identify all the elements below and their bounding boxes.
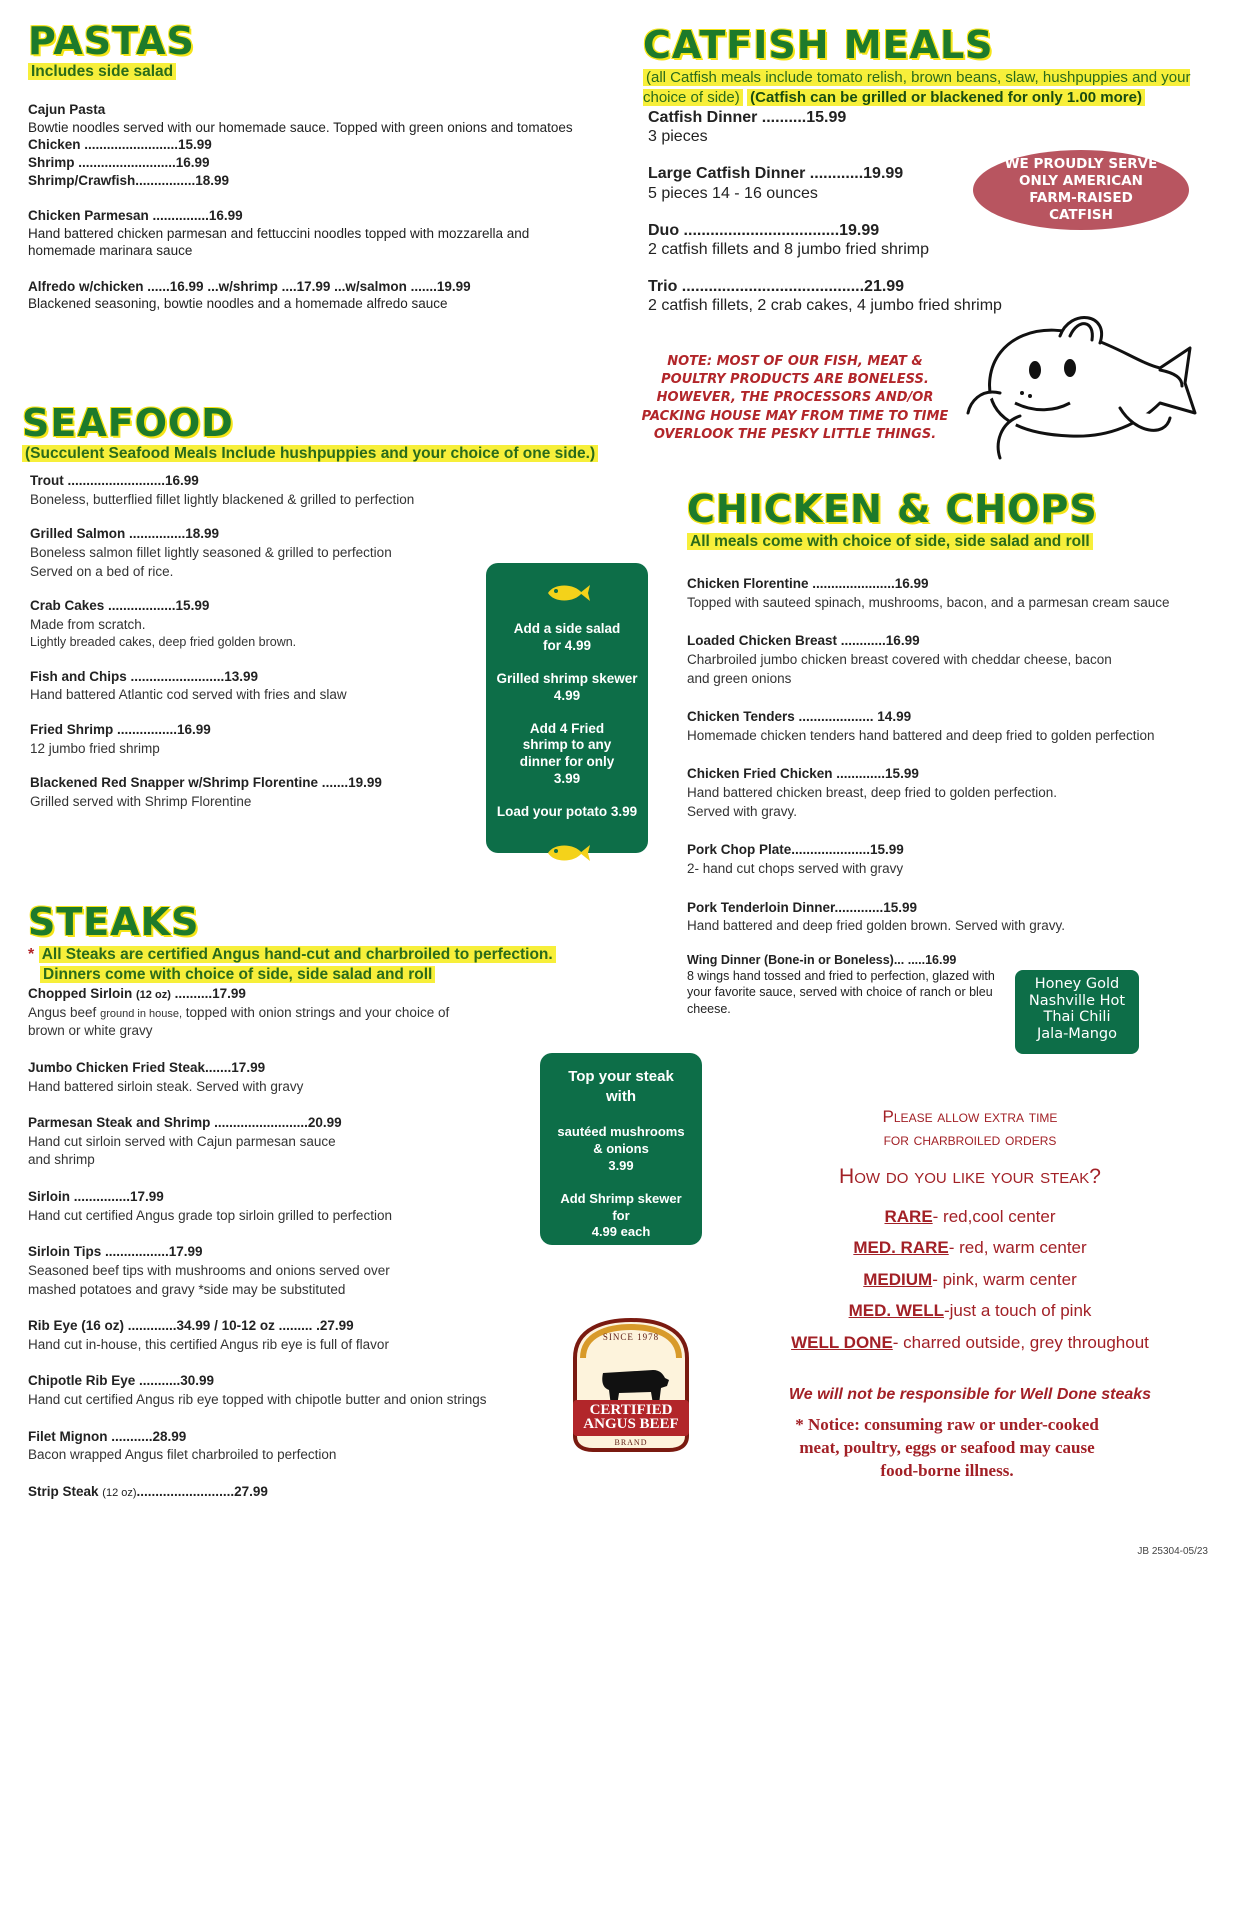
menu-item: Catfish Dinner ..........15.99 3 pieces [648, 109, 847, 146]
item-description: Bowtie noodles served with our homemade sauce. Topped with green onions and tomatoes [28, 119, 573, 135]
logo-brand: BRAND [614, 1438, 648, 1447]
doneness-well-done: WELL DONE- charred outside, grey throughout [791, 1332, 1149, 1352]
menu-item: Chicken Fried Chicken .............15.99 Hand battered chicken breast, deep fried to golden perfection. Served with gravy. [687, 766, 1057, 819]
sauce-option: Nashville Hot [1028, 992, 1126, 1009]
menu-item: Parmesan Steak and Shrimp .........................20.99 Hand cut sirloin served with Cajun parmesan sauce and shrimp [28, 1115, 342, 1168]
steaks-title: STEAKS [28, 900, 200, 944]
pastas-title: PASTAS [28, 19, 195, 63]
menu-item: Chicken Florentine ......................16.99 Topped with sauteed spinach, mushrooms, bacon, and a parmesan cream sauce [687, 576, 1170, 610]
topper-shrimp-price: 4.99 each [591, 1224, 651, 1240]
steak-topper-box [540, 1053, 702, 1245]
topper-title: Top your steak with [568, 1068, 674, 1105]
charbroil-notice: Please allow extra time for charbroiled orders [882, 1107, 1058, 1149]
certified-angus-beef-logo [565, 1318, 697, 1453]
doneness-medium: MEDIUM- pink, warm center [863, 1269, 1077, 1289]
food-illness-notice: * Notice: consuming raw or under-cooked meat, poultry, eggs or seafood may cause food-borne illness. [795, 1415, 1099, 1480]
menu-item: Crab Cakes ..................15.99 Made from scratch. Lightly breaded cakes, deep fried golden brown. [30, 598, 297, 650]
farm-raised-badge: WE PROUDLY SERVE ONLY AMERICAN FARM-RAISED CATFISH [973, 150, 1189, 230]
catfish-title: CATFISH MEALS [643, 23, 994, 67]
menu-item: Chipotle Rib Eye ...........30.99 Hand cut certified Angus rib eye topped with chipotle butter and onion strings [28, 1373, 487, 1407]
logo-since: SINCE 1978 [602, 1332, 660, 1342]
menu-item: Chicken Tenders .................... 14.99 Homemade chicken tenders hand battered and deep fried to golden perfection [687, 709, 1155, 743]
chicken-section [687, 487, 1227, 551]
menu-item: Trio .........................................21.99 2 catfish fillets, 2 crab cakes, 4 jumbo fried shrimp [648, 278, 1002, 315]
addon-side-salad: Add a side salad for 4.99 [513, 621, 621, 653]
logo-angus-beef: ANGUS BEEF [583, 1416, 679, 1433]
menu-item: Fish and Chips .........................13.99 Hand battered Atlantic cod served with fries and slaw [30, 668, 347, 703]
chicken-title: CHICKEN & CHOPS [687, 487, 1098, 531]
steaks-items [28, 985, 548, 1516]
doneness-med-well: MED. WELL-just a touch of pink [848, 1301, 1092, 1321]
topper-shrimp: Add Shrimp skewer for [560, 1190, 682, 1223]
seafood-items [30, 472, 470, 825]
doneness-med-rare: MED. RARE- red, warm center [853, 1238, 1087, 1258]
catfish-items [648, 108, 1008, 316]
doneness-list [760, 1201, 1180, 1358]
wing-sauces-box [1015, 970, 1139, 1054]
footer-code: JB 25304-05/23 [1137, 1546, 1208, 1557]
menu-item: Blackened Red Snapper w/Shrimp Florentine .......19.99 Grilled served with Shrimp Florentine [30, 775, 382, 809]
menu-item: Trout ..........................16.99 Boneless, butterflied fillet lightly blackened & grilled to perfection [30, 473, 415, 507]
menu-item: Duo ...................................19.99 2 catfish fillets and 8 jumbo fried shrimp [648, 221, 930, 258]
steaks-section [28, 900, 628, 985]
addon-fried-shrimp: Add 4 Fried shrimp to any dinner for only 3.99 [519, 720, 615, 787]
topper-mushrooms-price: 3.99 [608, 1157, 634, 1173]
menu-item: Grilled Salmon ...............18.99 Boneless salmon fillet lightly seasoned & grilled to perfection Served on a bed of rice. [30, 526, 392, 579]
menu-item: Large Catfish Dinner ............19.99 5 pieces 14 - 16 ounces [648, 165, 904, 202]
addon-load-potato: Load your potato 3.99 [496, 804, 638, 819]
menu-item: Chicken .........................15.99 [28, 137, 212, 153]
wing-dinner-item: Wing Dinner (Bone-in or Boneless)... .....16.99 8 wings hand tossed and fried to perfection, glazed with your favorite sauce, served with choice of ranch or bleu cheese. [687, 952, 995, 1016]
seafood-addons-box [486, 563, 648, 853]
fish-icon [544, 581, 590, 605]
menu-item: Strip Steak (12 oz)..........................27.99 [28, 1483, 268, 1499]
addon-shrimp-skewer: Grilled shrimp skewer 4.99 [496, 670, 638, 703]
sauce-option: Thai Chili [1043, 1009, 1111, 1026]
pastas-subtitle: Includes side salad [28, 63, 176, 80]
well-done-disclaimer: We will not be responsible for Well Done steaks [788, 1386, 1152, 1403]
menu-item: Pork Tenderloin Dinner.............15.99 Hand battered and deep fried golden brown. Served with gravy. [687, 899, 1065, 934]
menu-item: Filet Mignon ...........28.99 Bacon wrapped Angus filet charbroiled to perfection [28, 1428, 337, 1463]
chicken-subtitle: All meals come with choice of side, side salad and roll [687, 533, 1093, 550]
menu-item: Chopped Sirloin (12 oz) ..........17.99 Angus beef ground in house, topped with onion strings and your choice of brown or white gravy [28, 986, 450, 1039]
logo-certified: CERTIFIED [589, 1402, 673, 1418]
steaks-subtitle-a: All Steaks are certified Angus hand-cut and charbroiled to perfection. [39, 946, 556, 963]
item-description: Hand battered chicken parmesan and fettuccini noodles topped with mozzarella and homemade marinara sauce [28, 225, 530, 259]
sauce-option: Jala-Mango [1037, 1026, 1117, 1043]
chicken-items [687, 575, 1207, 1017]
menu-item: Fried Shrimp ................16.99 12 jumbo fried shrimp [30, 721, 211, 756]
seafood-section [22, 401, 662, 463]
boneless-note: NOTE: MOST OF OUR FISH, MEAT & POULTRY PRODUCTS ARE BONELESS. HOWEVER, THE PROCESSORS AND/OR PACKING HOUSE MAY FROM TIME TO TIME OVERLOOK THE PESKY LITTLE THINGS. [641, 354, 949, 442]
catfish-section [643, 23, 1223, 108]
doneness-rare: RARE- red,cool center [884, 1207, 1056, 1226]
steak-question: How do you like your steak? [839, 1165, 1101, 1188]
catfish-subtitle-a: (all Catfish meals include tomato relish, brown beans, slaw, hushpuppies and your choice of side) [643, 69, 1191, 106]
menu-item: Jumbo Chicken Fried Steak.......17.99 Hand battered sirloin steak. Served with gravy [28, 1059, 304, 1094]
menu-item: Chicken Parmesan ...............16.99 [28, 208, 243, 224]
item-description: Blackened seasoning, bowtie noodles and a homemade alfredo sauce [28, 296, 448, 312]
sauce-option: Honey Gold [1034, 976, 1120, 992]
menu-item: Rib Eye (16 oz) .............34.99 / 10-12 oz ......... .27.99 Hand cut in-house, this certified Angus rib eye is full of flavor [28, 1318, 389, 1352]
menu-item: Shrimp ..........................16.99 [28, 155, 210, 171]
catfish-subtitle-b: (Catfish can be grilled or blackened for only 1.00 more) [747, 89, 1145, 106]
menu-item: Sirloin ...............17.99 Hand cut certified Angus grade top sirloin grilled to perfection [28, 1189, 392, 1223]
topper-mushrooms: sautéed mushrooms & onions [557, 1124, 685, 1156]
menu-item: Cajun Pasta [28, 102, 106, 118]
seafood-subtitle: (Succulent Seafood Meals Include hushpuppies and your choice of one side.) [22, 445, 598, 462]
catfish-cartoon-icon [960, 308, 1200, 468]
pastas-section [28, 19, 628, 313]
fish-icon [544, 841, 590, 865]
steaks-subtitle-b: Dinners come with choice of side, side salad and roll [40, 966, 435, 983]
asterisk-icon: * [28, 946, 35, 963]
menu-item: Shrimp/Crawfish................18.99 [28, 172, 230, 188]
menu-item: Sirloin Tips .................17.99 Seasoned beef tips with mushrooms and onions served over mashed potatoes and gravy *side may be substituted [28, 1244, 390, 1297]
menu-item: Alfredo w/chicken ......16.99 ...w/shrimp ....17.99 ...w/salmon .......19.99 [28, 278, 471, 294]
menu-item: Loaded Chicken Breast ............16.99 Charbroiled jumbo chicken breast covered with cheddar cheese, bacon and green onions [687, 633, 1112, 686]
menu-item: Pork Chop Plate.....................15.99 2- hand cut chops served with gravy [687, 842, 904, 876]
seafood-title: SEAFOOD [22, 401, 234, 445]
